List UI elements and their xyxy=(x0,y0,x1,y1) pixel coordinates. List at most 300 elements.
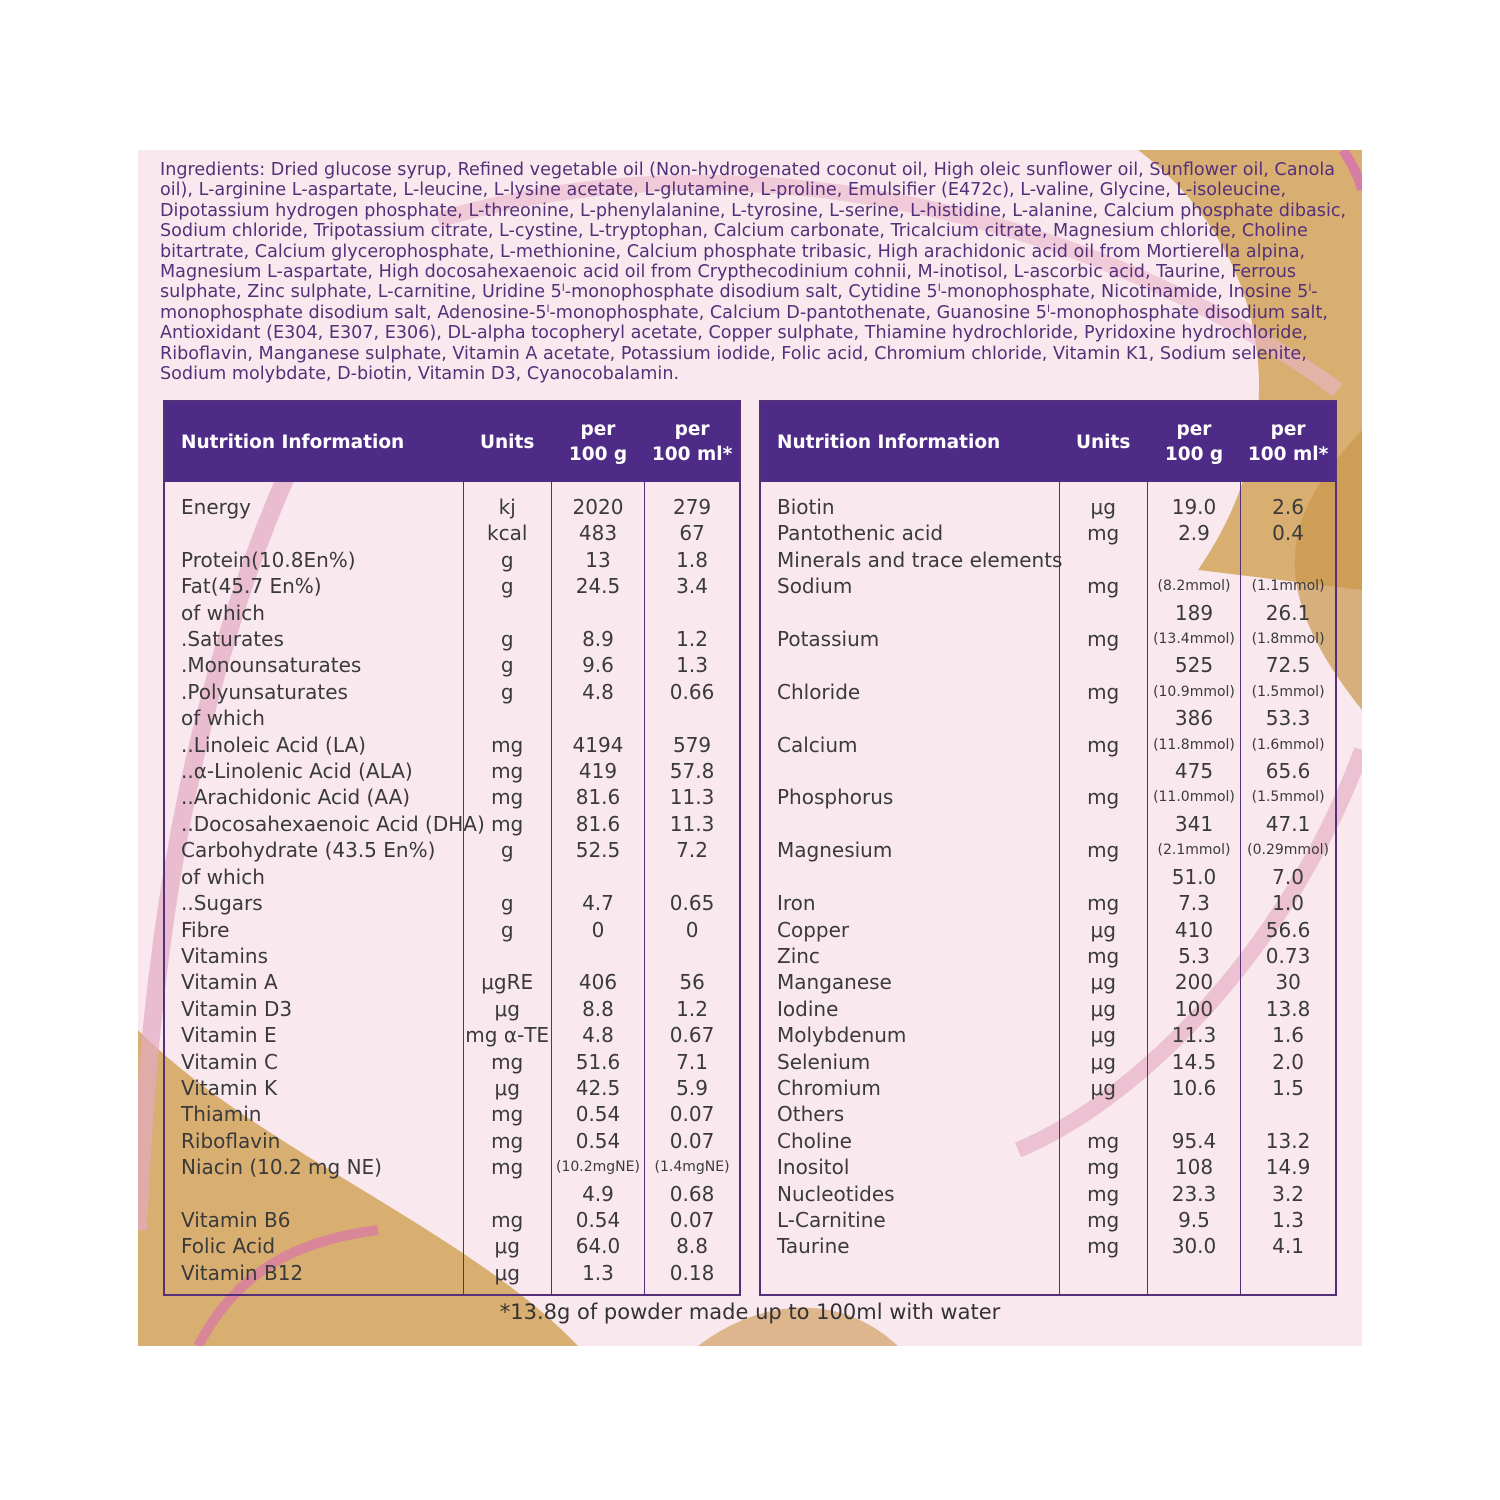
value-per-100ml: (1.5mmol) xyxy=(1241,784,1336,810)
value-per-100g: 4.8 xyxy=(551,1022,644,1048)
nutrient-name: Vitamin B12 xyxy=(181,1260,304,1285)
value-per-100g: (11.0mmol) xyxy=(1147,784,1240,810)
table-row xyxy=(164,811,740,837)
nutrient-name: Thiamin xyxy=(181,1102,262,1127)
nutrient-name xyxy=(164,520,463,546)
value-per-100g: 483 xyxy=(551,520,644,546)
table-row xyxy=(760,547,1336,573)
value-per-100g: 51.6 xyxy=(551,1049,644,1075)
nutrient-name xyxy=(760,811,1059,837)
table-row xyxy=(164,1128,740,1154)
table-row xyxy=(760,705,1336,731)
nutrient-name: Carbohydrate (43.5 En%) xyxy=(181,838,436,863)
ingredients-text: Ingredients: Dried glucose syrup, Refined vegetable oil (Non-hydrogenated coconut oil, High oleic sunflower oil, Sunflower oil, Canola oil), L-arginine L-aspartate, L-leucine, L-lysine acetate, L-glutamine, L-proline, Emulsifier (E472c), L-valine, Glycine, L-isoleucine, Dipotassium hydrogen phosphate, L-threonine, L-phenylalanine, L-tyrosine, L-serine, L-histidine, L-alanine, Calcium phosphate dibasic, Sodium chloride, Tripotassium citrate, L-cystine, L-tryptophan, Calcium carbonate, Tricalcium citrate, Magnesium chloride, Choline bitartrate, Calcium glycerophosphate, L-methionine, Calcium phosphate tribasic, High arachidonic acid oil from Mortierella alpina, Magnesium L-aspartate, High docosahexaenoic acid oil from Crypthecodinium cohnii, M-inotisol, L-ascorbic acid, Taurine, Ferrous sulphate, Zinc sulphate, L-carnitine, Uridine 5ˡ-monophosphate disodium salt, Cytidine 5ˡ-monophosphate, Nicotinamide, Inosine 5ˡ-monophosphate disodium salt, Adenosine-5ˡ-monophosphate, Calcium D-pantothenate, Guanosine 5ˡ-monophosphate disodium salt, Antioxidant (E304, E307, E306), DL-alpha tocopheryl acetate, Copper sulphate, Thiamine hydrochloride, Pyridoxine hydrochloride, Riboflavin, Manganese sulphate, Vitamin A acetate, Potassium iodide, Folic acid, Chromium chloride, Vitamin K1, Sodium selenite, Sodium molybdate, D-biotin, Vitamin D3, Cyanocobalamin. xyxy=(160,160,1347,385)
value-per-100ml: 53.3 xyxy=(1241,705,1336,731)
table-row xyxy=(164,732,740,758)
header-nutrition-information: Nutrition Information xyxy=(760,401,1059,482)
table-row xyxy=(164,705,740,731)
nutrient-name: Folic Acid xyxy=(181,1234,276,1259)
value-per-100g: 0.54 xyxy=(551,1128,644,1154)
nutrient-unit: mg xyxy=(1059,837,1147,863)
table-row xyxy=(760,626,1336,652)
nutrient-unit: μg xyxy=(1059,482,1147,520)
nutrient-unit: μg xyxy=(1059,917,1147,943)
nutrient-name: Pantothenic acid xyxy=(777,521,944,546)
table-row xyxy=(760,1260,1336,1295)
table-row xyxy=(164,1260,740,1295)
table-row xyxy=(164,996,740,1022)
table-row xyxy=(164,890,740,916)
value-per-100ml: 3.2 xyxy=(1241,1181,1336,1207)
header-per-100g: per 100 g xyxy=(551,401,644,482)
nutrient-name xyxy=(760,600,1059,626)
nutrient-unit: g xyxy=(463,547,551,573)
nutrient-name: Minerals and trace elements xyxy=(777,547,1063,572)
value-per-100g: 5.3 xyxy=(1147,943,1240,969)
value-per-100g: 4.9 xyxy=(551,1181,644,1207)
value-per-100g: 1.3 xyxy=(551,1260,644,1295)
value-per-100ml: (1.6mmol) xyxy=(1241,732,1336,758)
nutrient-unit: mg xyxy=(463,811,551,837)
value-per-100ml: 56 xyxy=(645,969,740,995)
nutrient-name: ..Docosahexaenoic Acid (DHA) xyxy=(181,811,485,836)
table-row xyxy=(760,758,1336,784)
value-per-100g: 341 xyxy=(1147,811,1240,837)
nutrient-name: Sodium xyxy=(777,574,853,599)
value-per-100ml: 2.6 xyxy=(1241,482,1336,520)
table-row xyxy=(760,732,1336,758)
nutrient-unit: μg xyxy=(463,1233,551,1259)
value-per-100ml: 1.6 xyxy=(1241,1022,1336,1048)
value-per-100g: 81.6 xyxy=(551,784,644,810)
value-per-100ml: 1.5 xyxy=(1241,1075,1336,1101)
value-per-100g: 2.9 xyxy=(1147,520,1240,546)
nutrient-name: Chloride xyxy=(777,679,861,704)
nutrient-name: Vitamin A xyxy=(181,970,278,995)
table-body-left xyxy=(164,482,740,1295)
table-row xyxy=(760,943,1336,969)
value-per-100g: 2020 xyxy=(551,482,644,520)
nutrient-unit: μg xyxy=(1059,1022,1147,1048)
value-per-100g: 95.4 xyxy=(1147,1128,1240,1154)
nutrient-unit: mg xyxy=(1059,520,1147,546)
value-per-100g: 52.5 xyxy=(551,837,644,863)
value-per-100ml: 0.65 xyxy=(645,890,740,916)
table-row xyxy=(164,1154,740,1180)
table-row xyxy=(164,600,740,626)
nutrient-name: Vitamins xyxy=(181,943,269,968)
value-per-100ml: (1.8mmol) xyxy=(1241,626,1336,652)
table-row xyxy=(760,1154,1336,1180)
nutrient-unit: mg xyxy=(1059,626,1147,652)
value-per-100ml: 26.1 xyxy=(1241,600,1336,626)
value-per-100g: 19.0 xyxy=(1147,482,1240,520)
nutrient-name: Inositol xyxy=(777,1155,850,1180)
nutrient-name xyxy=(760,1260,1059,1295)
value-per-100ml: 65.6 xyxy=(1241,758,1336,784)
nutrient-name xyxy=(760,864,1059,890)
table-row xyxy=(760,679,1336,705)
value-per-100g: (2.1mmol) xyxy=(1147,837,1240,863)
nutrient-name: Iron xyxy=(777,891,816,916)
value-per-100g xyxy=(1147,547,1240,573)
table-row xyxy=(164,547,740,573)
table-row xyxy=(760,1101,1336,1127)
nutrient-unit: mg α-TE xyxy=(463,1022,551,1048)
table-row xyxy=(760,1207,1336,1233)
nutrient-name: Taurine xyxy=(777,1234,850,1259)
nutrient-unit: μg xyxy=(463,1075,551,1101)
nutrient-unit: mg xyxy=(463,732,551,758)
table-row xyxy=(760,864,1336,890)
value-per-100g: (11.8mmol) xyxy=(1147,732,1240,758)
value-per-100g: 81.6 xyxy=(551,811,644,837)
nutrient-name: ..α-Linolenic Acid (ALA) xyxy=(181,759,413,784)
value-per-100ml: 0.18 xyxy=(645,1260,740,1295)
table-row xyxy=(164,626,740,652)
nutrient-unit xyxy=(463,600,551,626)
table-row xyxy=(760,811,1336,837)
nutrient-name: Phosphorus xyxy=(777,785,894,810)
value-per-100ml: 0.07 xyxy=(645,1207,740,1233)
table-row xyxy=(164,837,740,863)
nutrient-name: Magnesium xyxy=(777,838,893,863)
nutrient-unit xyxy=(463,705,551,731)
value-per-100ml xyxy=(1241,547,1336,573)
value-per-100ml: 56.6 xyxy=(1241,917,1336,943)
value-per-100g: 4.8 xyxy=(551,679,644,705)
value-per-100ml: 3.4 xyxy=(645,573,740,599)
nutrient-unit: mg xyxy=(1059,890,1147,916)
value-per-100ml: 47.1 xyxy=(1241,811,1336,837)
value-per-100g: (10.9mmol) xyxy=(1147,679,1240,705)
nutrient-unit: mg xyxy=(1059,784,1147,810)
nutrient-name: Vitamin B6 xyxy=(181,1207,291,1232)
table-row xyxy=(760,520,1336,546)
value-per-100g xyxy=(551,705,644,731)
table-row xyxy=(760,890,1336,916)
nutrient-name xyxy=(760,758,1059,784)
nutrient-name: Vitamin E xyxy=(181,1023,277,1048)
nutrient-unit: μg xyxy=(1059,996,1147,1022)
value-per-100ml: 0.68 xyxy=(645,1181,740,1207)
value-per-100g: 410 xyxy=(1147,917,1240,943)
value-per-100ml: 279 xyxy=(645,482,740,520)
table-row xyxy=(760,652,1336,678)
value-per-100ml xyxy=(1241,1101,1336,1127)
value-per-100ml: 1.0 xyxy=(1241,890,1336,916)
table-row xyxy=(760,482,1336,520)
table-row xyxy=(164,679,740,705)
nutrient-unit: μg xyxy=(463,1260,551,1295)
nutrient-unit: μg xyxy=(1059,969,1147,995)
nutrient-name: ..Linoleic Acid (LA) xyxy=(181,732,366,757)
nutrient-name: Vitamin K xyxy=(181,1075,278,1100)
table-row xyxy=(164,864,740,890)
value-per-100g xyxy=(551,943,644,969)
table-row xyxy=(760,1022,1336,1048)
nutrient-unit: mg xyxy=(463,1207,551,1233)
value-per-100g: 8.8 xyxy=(551,996,644,1022)
value-per-100g: 100 xyxy=(1147,996,1240,1022)
value-per-100g: 51.0 xyxy=(1147,864,1240,890)
table-row xyxy=(164,784,740,810)
table-row xyxy=(760,969,1336,995)
value-per-100ml: 7.0 xyxy=(1241,864,1336,890)
nutrient-name: Vitamin D3 xyxy=(181,996,293,1021)
value-per-100ml: 30 xyxy=(1241,969,1336,995)
value-per-100g: 9.6 xyxy=(551,652,644,678)
nutrient-unit: mg xyxy=(463,758,551,784)
value-per-100ml: 0.73 xyxy=(1241,943,1336,969)
nutrient-unit: kcal xyxy=(463,520,551,546)
nutrient-name: Zinc xyxy=(777,943,820,968)
table-header-row xyxy=(760,401,1336,482)
header-per-100g: per 100 g xyxy=(1147,401,1240,482)
nutrient-unit: g xyxy=(463,890,551,916)
nutrient-unit: mg xyxy=(463,1154,551,1180)
header-per-100ml: per 100 ml* xyxy=(645,401,740,482)
value-per-100ml: 5.9 xyxy=(645,1075,740,1101)
nutrient-name: Energy xyxy=(181,495,252,519)
value-per-100ml: (1.4mgNE) xyxy=(645,1154,740,1180)
table-row xyxy=(164,573,740,599)
nutrient-name: of which xyxy=(181,706,265,731)
nutrient-unit: g xyxy=(463,573,551,599)
value-per-100g xyxy=(551,600,644,626)
value-per-100ml: 14.9 xyxy=(1241,1154,1336,1180)
value-per-100ml: 7.2 xyxy=(645,837,740,863)
nutrient-name: Fibre xyxy=(181,917,230,942)
table-row xyxy=(164,758,740,784)
value-per-100ml: (1.1mmol) xyxy=(1241,573,1336,599)
value-per-100ml: 1.3 xyxy=(1241,1207,1336,1233)
nutrient-unit: g xyxy=(463,837,551,863)
value-per-100ml: 13.2 xyxy=(1241,1128,1336,1154)
table-row xyxy=(760,1233,1336,1259)
value-per-100ml: (0.29mmol) xyxy=(1241,837,1336,863)
nutrient-name: .Monounsaturates xyxy=(181,653,362,678)
nutrient-name: .Polyunsaturates xyxy=(181,679,348,704)
nutrient-unit: g xyxy=(463,917,551,943)
table-row xyxy=(164,969,740,995)
nutrient-unit: mg xyxy=(1059,943,1147,969)
nutrient-unit: mg xyxy=(463,1128,551,1154)
value-per-100ml: 1.3 xyxy=(645,652,740,678)
nutrient-name: Chromium xyxy=(777,1075,881,1100)
value-per-100g: 42.5 xyxy=(551,1075,644,1101)
table-row xyxy=(760,1181,1336,1207)
header-nutrition-information: Nutrition Information xyxy=(164,401,463,482)
value-per-100ml xyxy=(1241,1260,1336,1295)
nutrient-name xyxy=(164,1181,463,1207)
value-per-100ml: 1.8 xyxy=(645,547,740,573)
nutrient-unit: μg xyxy=(1059,1049,1147,1075)
nutrient-name: ..Arachidonic Acid (AA) xyxy=(181,785,411,810)
table-row xyxy=(164,1181,740,1207)
nutrient-unit: g xyxy=(463,626,551,652)
nutrient-unit: mg xyxy=(1059,679,1147,705)
nutrition-table-left xyxy=(163,400,741,1296)
value-per-100g: 0.54 xyxy=(551,1207,644,1233)
table-row xyxy=(164,652,740,678)
value-per-100g: 406 xyxy=(551,969,644,995)
value-per-100g: 525 xyxy=(1147,652,1240,678)
nutrition-table-right xyxy=(759,400,1337,1296)
value-per-100g xyxy=(1147,1260,1240,1295)
value-per-100g: (13.4mmol) xyxy=(1147,626,1240,652)
nutrient-name: .Saturates xyxy=(181,627,284,652)
table-row xyxy=(164,1233,740,1259)
table-row xyxy=(164,482,740,520)
nutrient-name: Potassium xyxy=(777,627,880,652)
value-per-100g: 24.5 xyxy=(551,573,644,599)
table-row xyxy=(760,996,1336,1022)
nutrient-name: Manganese xyxy=(777,970,892,995)
value-per-100g: 14.5 xyxy=(1147,1049,1240,1075)
footnote: *13.8g of powder made up to 100ml with water xyxy=(499,1300,1001,1324)
table-row xyxy=(760,1049,1336,1075)
value-per-100ml: 0.66 xyxy=(645,679,740,705)
value-per-100ml: 13.8 xyxy=(1241,996,1336,1022)
nutrient-unit xyxy=(1059,705,1147,731)
nutrient-name: Others xyxy=(777,1102,845,1127)
value-per-100g: 11.3 xyxy=(1147,1022,1240,1048)
nutrient-unit: mg xyxy=(1059,1233,1147,1259)
nutrient-name: Fat(45.7 En%) xyxy=(181,574,322,599)
nutrient-unit xyxy=(1059,1260,1147,1295)
nutrient-unit xyxy=(463,864,551,890)
value-per-100g: 0 xyxy=(551,917,644,943)
value-per-100ml: 1.2 xyxy=(645,626,740,652)
value-per-100ml: 7.1 xyxy=(645,1049,740,1075)
table-row xyxy=(164,520,740,546)
value-per-100g: 475 xyxy=(1147,758,1240,784)
nutrient-name xyxy=(760,705,1059,731)
nutrient-unit xyxy=(1059,864,1147,890)
value-per-100g: 23.3 xyxy=(1147,1181,1240,1207)
table-row xyxy=(164,1049,740,1075)
value-per-100ml: 57.8 xyxy=(645,758,740,784)
nutrient-name: Molybdenum xyxy=(777,1023,907,1048)
nutrient-unit xyxy=(1059,600,1147,626)
value-per-100g: 0.54 xyxy=(551,1101,644,1127)
nutrient-unit xyxy=(463,943,551,969)
nutrient-unit: mg xyxy=(463,1101,551,1127)
nutrient-unit: μg xyxy=(1059,1075,1147,1101)
nutrient-unit: mg xyxy=(1059,1181,1147,1207)
value-per-100ml xyxy=(645,864,740,890)
value-per-100g: 4194 xyxy=(551,732,644,758)
value-per-100ml: 0.4 xyxy=(1241,520,1336,546)
nutrient-name: ..Sugars xyxy=(181,891,263,916)
table-row xyxy=(760,600,1336,626)
table-row xyxy=(164,917,740,943)
table-row xyxy=(760,1128,1336,1154)
nutrient-unit: g xyxy=(463,679,551,705)
nutrient-unit xyxy=(1059,652,1147,678)
nutrient-name: Niacin (10.2 mg NE) xyxy=(181,1155,382,1180)
value-per-100g: 386 xyxy=(1147,705,1240,731)
value-per-100ml: (1.5mmol) xyxy=(1241,679,1336,705)
nutrient-name: Riboflavin xyxy=(181,1128,281,1153)
value-per-100g: 108 xyxy=(1147,1154,1240,1180)
value-per-100g: 9.5 xyxy=(1147,1207,1240,1233)
value-per-100g: (8.2mmol) xyxy=(1147,573,1240,599)
nutrient-unit xyxy=(1059,1101,1147,1127)
table-row xyxy=(164,1075,740,1101)
nutrient-name: of which xyxy=(181,864,265,889)
value-per-100ml: 11.3 xyxy=(645,811,740,837)
table-header-row xyxy=(164,401,740,482)
table-row xyxy=(164,1101,740,1127)
header-per-100ml: per 100 ml* xyxy=(1241,401,1336,482)
value-per-100g: 64.0 xyxy=(551,1233,644,1259)
nutrient-unit: mg xyxy=(1059,573,1147,599)
value-per-100ml xyxy=(645,943,740,969)
value-per-100ml: 0.67 xyxy=(645,1022,740,1048)
value-per-100ml: 2.0 xyxy=(1241,1049,1336,1075)
nutrient-name: Calcium xyxy=(777,732,858,757)
nutrient-unit xyxy=(463,1181,551,1207)
nutrient-name: Copper xyxy=(777,917,850,942)
table-row xyxy=(760,784,1336,810)
value-per-100ml: 11.3 xyxy=(645,784,740,810)
value-per-100ml: 579 xyxy=(645,732,740,758)
value-per-100g: 10.6 xyxy=(1147,1075,1240,1101)
value-per-100g: 30.0 xyxy=(1147,1233,1240,1259)
value-per-100ml: 0 xyxy=(645,917,740,943)
value-per-100g: 200 xyxy=(1147,969,1240,995)
table-row xyxy=(760,573,1336,599)
table-row xyxy=(760,837,1336,863)
nutrient-name xyxy=(760,652,1059,678)
table-row xyxy=(164,1207,740,1233)
value-per-100g: 7.3 xyxy=(1147,890,1240,916)
nutrient-unit: mg xyxy=(1059,1207,1147,1233)
value-per-100g: 8.9 xyxy=(551,626,644,652)
nutrient-name: Biotin xyxy=(777,495,835,519)
nutrient-name: Protein(10.8En%) xyxy=(181,547,356,572)
nutrient-unit: mg xyxy=(463,1049,551,1075)
value-per-100g: 189 xyxy=(1147,600,1240,626)
table-row xyxy=(760,917,1336,943)
nutrient-name: L-Carnitine xyxy=(777,1207,886,1232)
value-per-100ml xyxy=(645,600,740,626)
table-row xyxy=(164,1022,740,1048)
value-per-100g: 4.7 xyxy=(551,890,644,916)
nutrient-unit: kj xyxy=(463,482,551,520)
value-per-100g xyxy=(1147,1101,1240,1127)
nutrient-unit xyxy=(1059,758,1147,784)
table-row xyxy=(760,1075,1336,1101)
nutrient-name: Selenium xyxy=(777,1049,871,1074)
header-units: Units xyxy=(463,401,551,482)
nutrient-unit: μgRE xyxy=(463,969,551,995)
value-per-100ml xyxy=(645,705,740,731)
nutrient-name: Choline xyxy=(777,1128,852,1153)
table-row xyxy=(164,943,740,969)
nutrient-name: Iodine xyxy=(777,996,839,1021)
value-per-100g: 13 xyxy=(551,547,644,573)
value-per-100ml: 8.8 xyxy=(645,1233,740,1259)
value-per-100ml: 0.07 xyxy=(645,1128,740,1154)
value-per-100ml: 1.2 xyxy=(645,996,740,1022)
nutrient-unit: mg xyxy=(1059,1128,1147,1154)
nutrient-name: Vitamin C xyxy=(181,1049,278,1074)
value-per-100ml: 4.1 xyxy=(1241,1233,1336,1259)
nutrient-unit xyxy=(1059,547,1147,573)
